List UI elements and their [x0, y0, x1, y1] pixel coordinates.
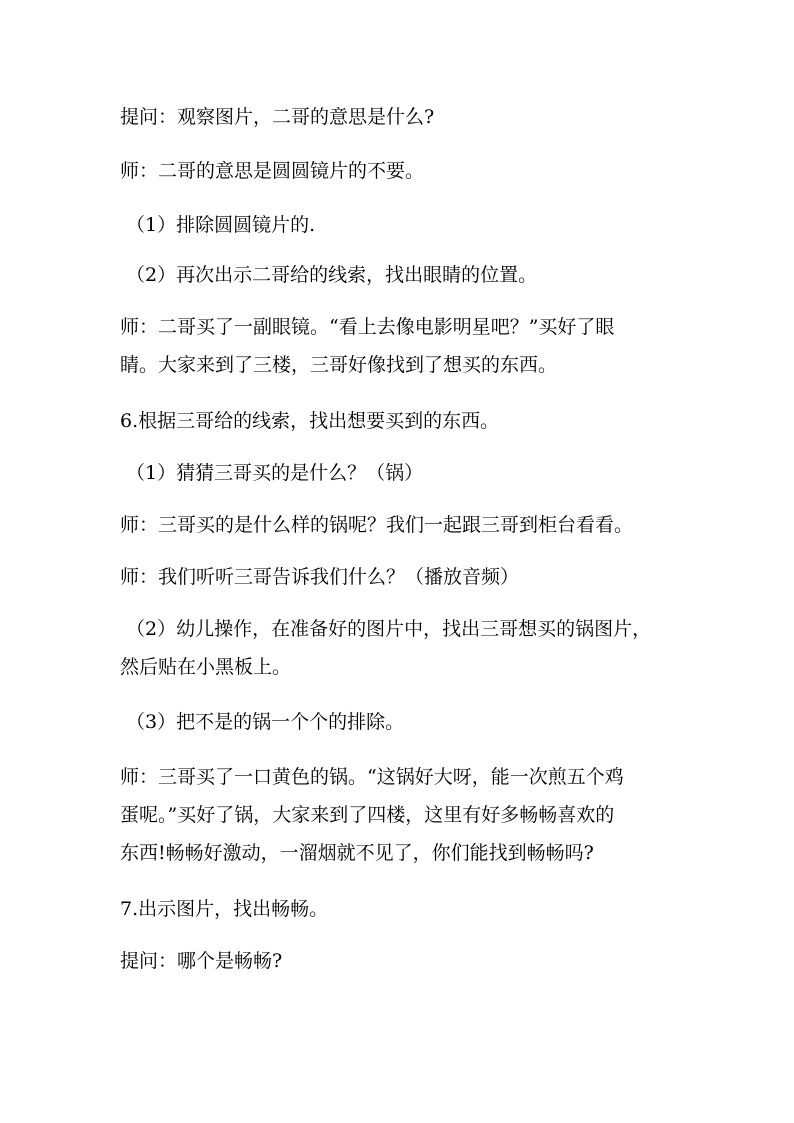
text-line: 然后贴在小黑板上。 [120, 656, 292, 678]
text-line: 东西!畅畅好激动，一溜烟就不见了，你们能找到畅畅吗? [120, 842, 594, 864]
paragraph-section-6 [120, 402, 680, 440]
paragraph-step-1 [126, 206, 686, 244]
paragraph-step-3 [126, 454, 686, 492]
paragraph-teacher-5 [120, 758, 680, 872]
text-line: （2）幼儿操作，在准备好的图片中，找出三哥想买的锅图片， [126, 618, 652, 640]
paragraph-teacher-3 [120, 506, 680, 544]
text-line: （2）再次出示二哥给的线索，找出眼睛的位置。 [126, 264, 538, 286]
paragraph-step-2 [126, 256, 686, 294]
text-line: 睛。大家来到了三楼，三哥好像找到了想买的东西。 [120, 354, 558, 376]
text-line: 师：二哥的意思是圆圆镜片的不要。 [120, 160, 425, 182]
text-line: （1）排除圆圆镜片的. [126, 214, 316, 236]
text-line: 6.根据三哥给的线索，找出想要买到的东西。 [120, 410, 500, 432]
paragraph-question-2 [120, 942, 680, 980]
text-line: （1）猜猜三哥买的是什么？（锅） [126, 462, 424, 484]
text-line: 蛋呢。”买好了锅，大家来到了四楼，这里有好多畅畅喜欢的 [120, 804, 615, 826]
paragraph-teacher-1 [120, 152, 680, 190]
text-line: 师：我们听听三哥告诉我们什么？（播放音频） [120, 566, 520, 588]
paragraph-teacher-2 [120, 308, 680, 384]
paragraph-teacher-4 [120, 558, 680, 596]
paragraph-section-7 [120, 890, 680, 928]
text-line: 师：二哥买了一副眼镜。“看上去像电影明星吧？”买好了眼 [120, 316, 615, 338]
text-line: 7.出示图片，找出畅畅。 [120, 898, 329, 920]
text-line: 师：三哥买了一口黄色的锅。“这锅好大呀，能一次煎五个鸡 [120, 766, 624, 788]
text-line: 提问：哪个是畅畅? [120, 950, 283, 972]
paragraph-question-1 [120, 98, 680, 136]
paragraph-step-4 [120, 610, 686, 686]
text-line: 师：三哥买的是什么样的锅呢？我们一起跟三哥到柜台看看。 [120, 514, 634, 536]
text-line: 提问：观察图片，二哥的意思是什么? [120, 106, 435, 128]
paragraph-step-5 [126, 703, 686, 741]
text-line: （3）把不是的锅一个个的排除。 [126, 711, 405, 733]
